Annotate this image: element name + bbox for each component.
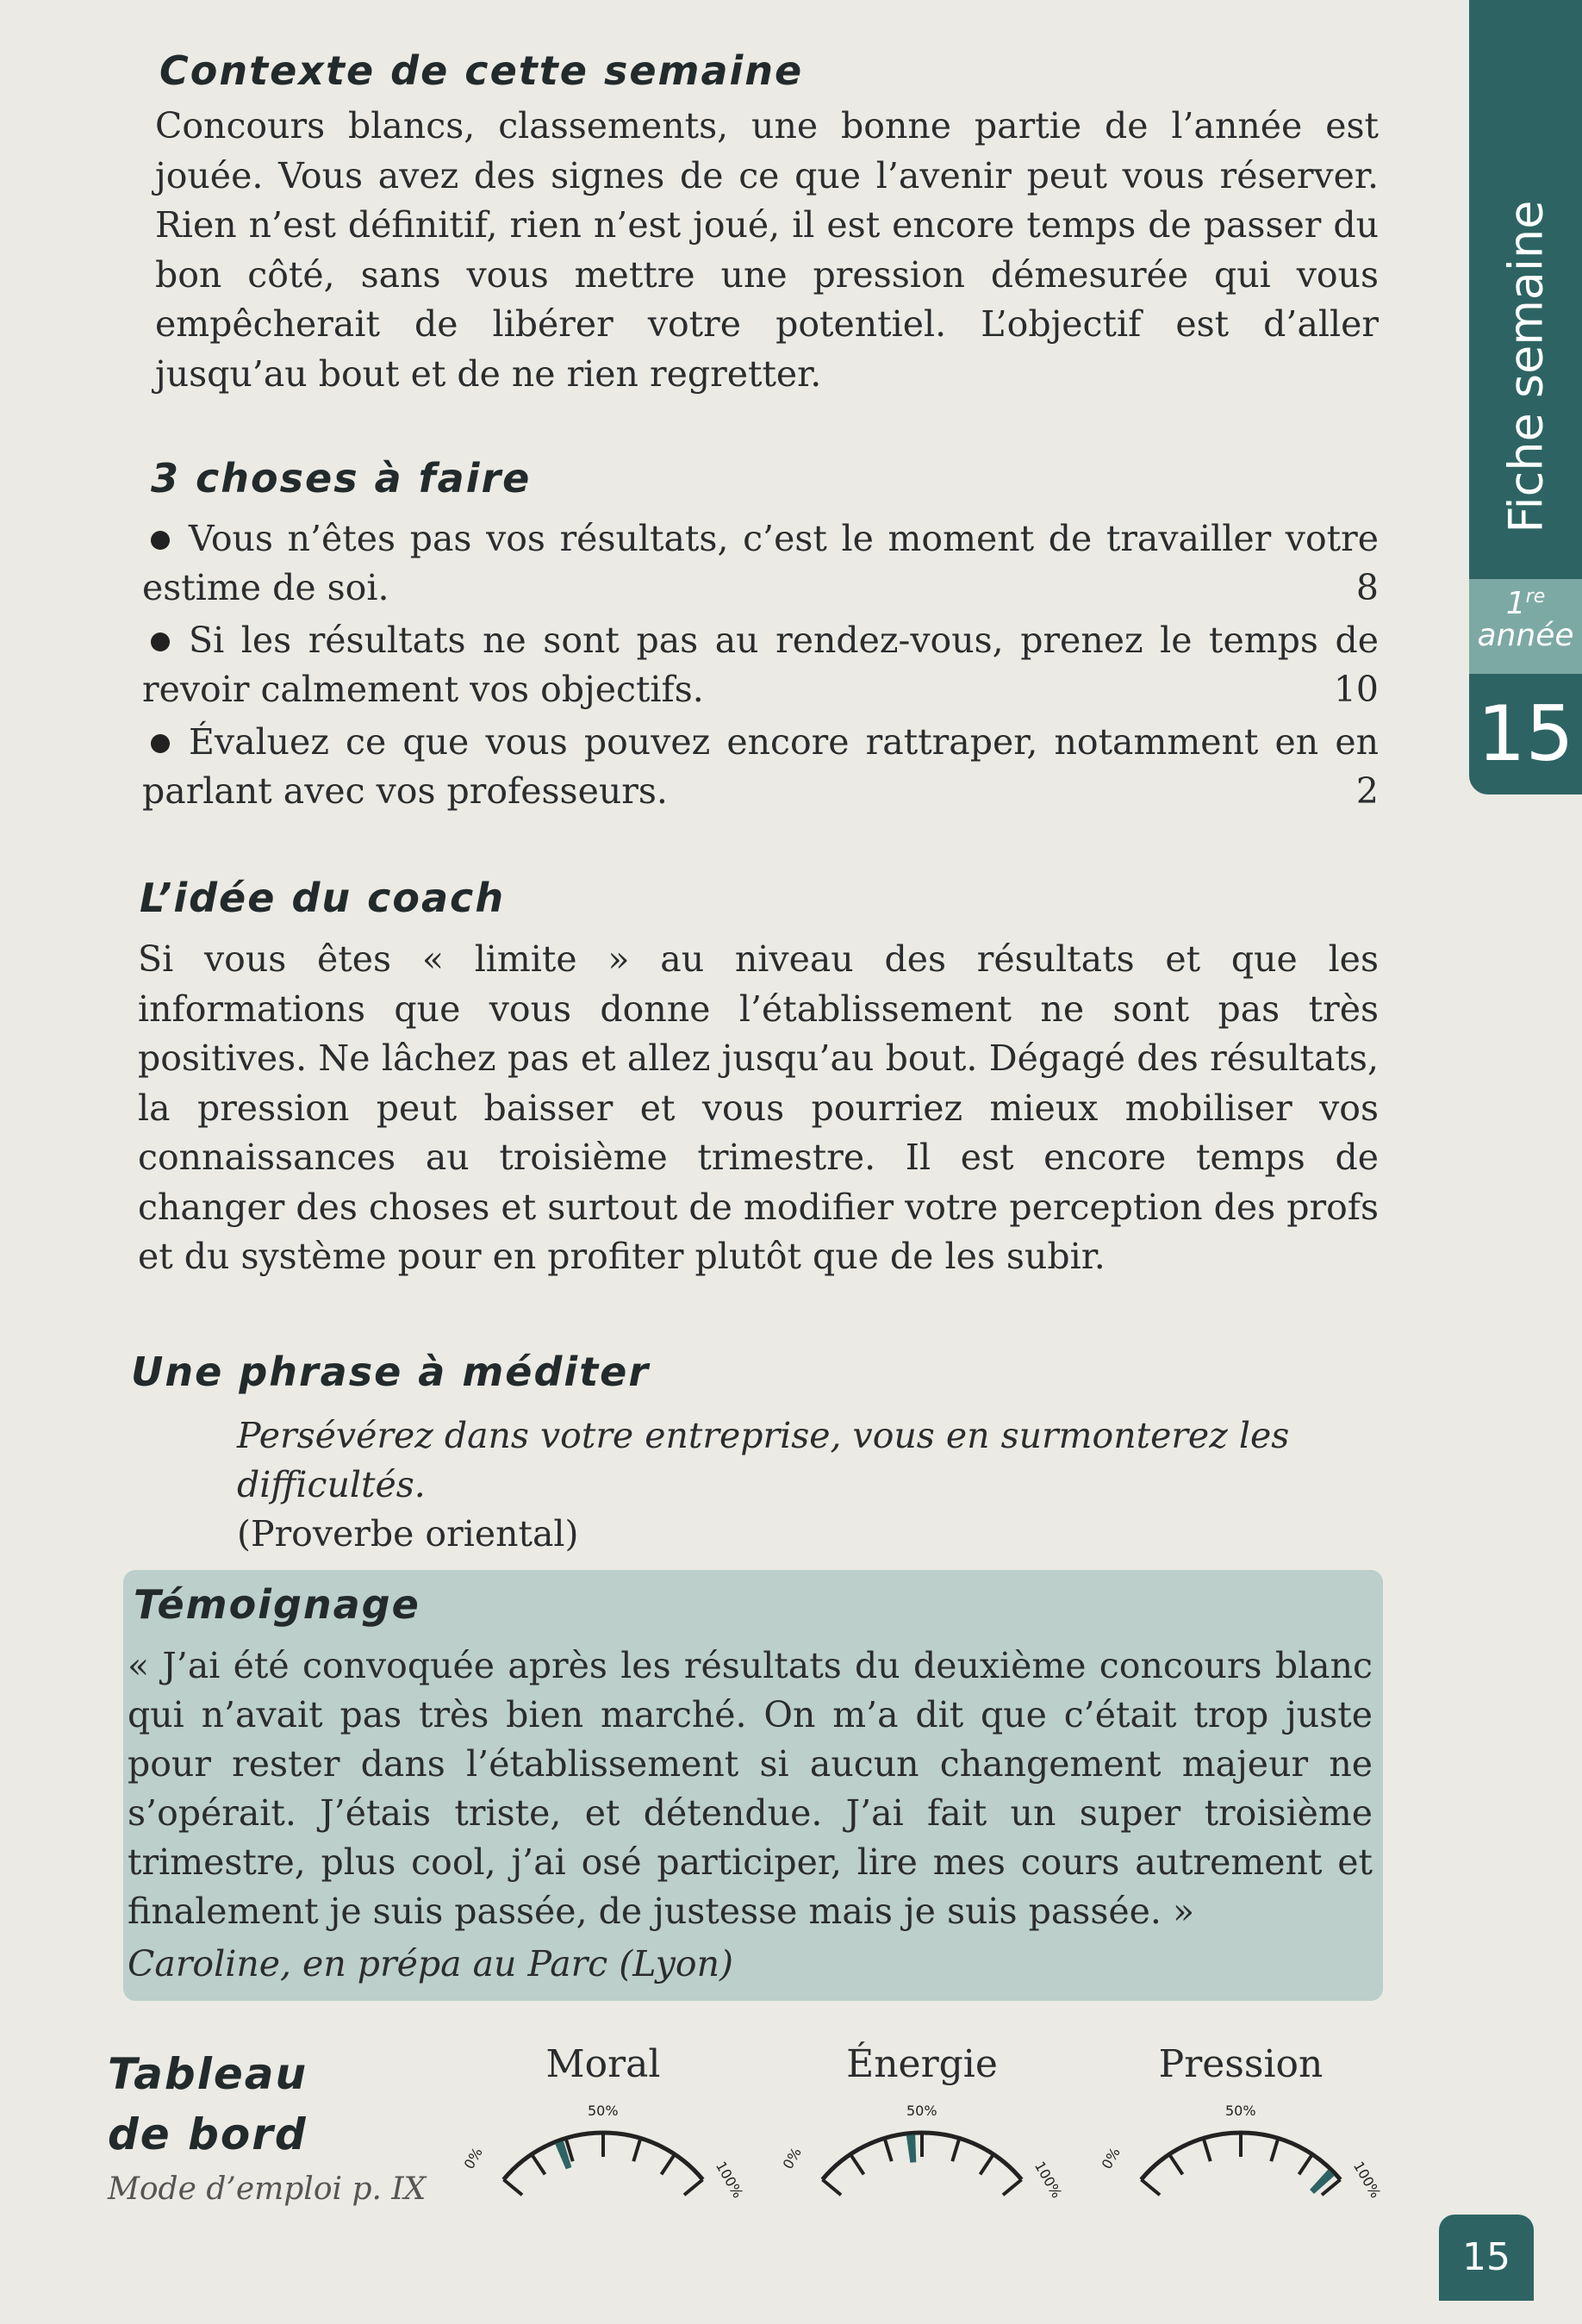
todo-item-ref: 8 [1355,567,1379,608]
phrase-source: (Proverbe oriental) [237,1513,579,1555]
gauge-max-label: 100% [712,2158,747,2202]
bullet-icon [151,531,170,550]
year-badge [1469,579,1582,674]
todo-item-text: Si les résultats ne sont pas au rendez-vous, prenez le temps de [189,620,1379,661]
gauge-min-label: 0% [779,2144,805,2172]
bullet-icon [151,632,170,651]
year-number: 1 [1505,586,1526,621]
todo-item [142,616,1379,714]
year-label: année [1477,618,1574,653]
context-text: Concours blancs, classements, une bonne partie de l’année est jouée. Vous avez des signes de ce que l’avenir peut vous réserver. Rien n’est définitif, rien n’est joué, il est encore temps de passer du bon côté, sans vous mettre une pression démesurée qui vous empêcherait de libérer votre potentiel. L’objectif est d’aller jusqu’au bout et de ne rien regretter. [155,105,1379,395]
gauge-tick [1299,2154,1312,2174]
todo-item-text-cont: parlant avec vos professeurs. [142,770,668,812]
gauge-energie [758,2090,1086,2219]
gauge-moral [439,2090,767,2219]
todo-item-text-cont: estime de soi. [142,567,389,608]
gauge-tick [981,2154,993,2174]
page-number: 15 [1439,2215,1534,2301]
phrase-title: Une phrase à méditer [131,1349,651,1395]
gauge-tick [633,2138,640,2161]
todo-title: 3 choses à faire [151,455,532,502]
gauge-label-pression: Pression [1158,2042,1324,2086]
gauge-tick [1271,2138,1278,2161]
gauge-tick [1141,2179,1160,2195]
gauge-tick [1204,2138,1211,2161]
chapter-tab-label: Fiche semaine [1498,200,1553,533]
chapter-tab-label-wrap [1469,168,1582,564]
testimony-signature: Caroline, en prépa au Parc (Lyon) [128,1943,734,1984]
dashboard-title [108,2044,383,2165]
gauge-tick [503,2179,522,2195]
gauge-max-label: 100% [1349,2158,1385,2202]
todo-item-text: Vous n’êtes pas vos résultats, c’est le moment de travailler votre [189,518,1379,559]
gauge-max-label: 100% [1031,2158,1066,2202]
gauge-min-label: 0% [460,2144,486,2172]
gauge-tick [952,2138,959,2161]
testimony-title: Témoignage [134,1581,420,1628]
gauge-min-label: 0% [1098,2144,1124,2172]
gauge-mid-label: 50% [1225,2103,1256,2119]
todo-item [142,718,1379,816]
gauge-tick [662,2154,675,2174]
context-title: Contexte de cette semaine [159,47,804,94]
gauge-tick [850,2154,863,2174]
todo-item [142,514,1379,613]
gauge-label-moral: Moral [545,2042,661,2086]
coach-text: Si vous êtes « limite » au niveau des résultats et que les informations que vous donne l’établissement ne sont pas très positives. Ne lâchez pas et allez jusqu’au bout. Dégagé des résultats, la pression peut baisser et vous pourriez mieux mobiliser vos connaissances au troisième trimestre. Il est encore temps de changer des choses et surtout de modifier votre perception des profs et du système pour en profiter plutôt que de les subir. [138,938,1379,1277]
dashboard-title-line2: de bord [108,2109,308,2159]
dashboard-title-line1: Tableau [108,2049,308,2099]
gauge-tick [532,2154,545,2174]
gauge-tick [1169,2154,1182,2174]
phrase-block [237,1411,1383,1559]
gauge-needle [1310,2169,1335,2194]
gauge-tick [1003,2179,1022,2195]
phrase-quote: Persévérez dans votre entreprise, vous en surmonterez les difficultés. [237,1415,1290,1505]
gauge-tick [822,2179,841,2195]
dashboard-note: Mode d’emploi p. IX [108,2171,427,2207]
todo-item-ref: 10 [1333,669,1379,710]
week-number: 15 [1469,674,1582,794]
bullet-icon [151,734,170,753]
gauge-tick [684,2179,703,2195]
gauge-needle [906,2134,916,2163]
gauge-mid-label: 50% [906,2103,937,2119]
todo-item-ref: 2 [1355,770,1379,812]
gauge-label-energie: Énergie [846,2042,998,2086]
todo-item-text: Évaluez ce que vous pouvez encore rattraper, notamment en en [189,721,1379,763]
todo-item-text-cont: revoir calmement vos objectifs. [142,669,704,710]
coach-title: L’idée du coach [140,875,506,921]
gauge-mid-label: 50% [588,2103,619,2119]
testimony-text: « J’ai été convoquée après les résultats du deuxième concours blanc qui n’avait pas très bien marché. On m’a dit que c’était trop juste pour rester dans l’établissement si aucun changement majeur ne s’opérait. J’étais triste, et détendue. J’ai fait un super troisième trimestre, plus cool, j’ai osé participer, lire mes cours autrement et finalement je suis passée, de justesse mais je suis passée. » [128,1645,1373,1932]
year-suffix: re [1525,586,1546,607]
gauge-tick [885,2138,892,2161]
gauge-pression [1077,2090,1404,2219]
